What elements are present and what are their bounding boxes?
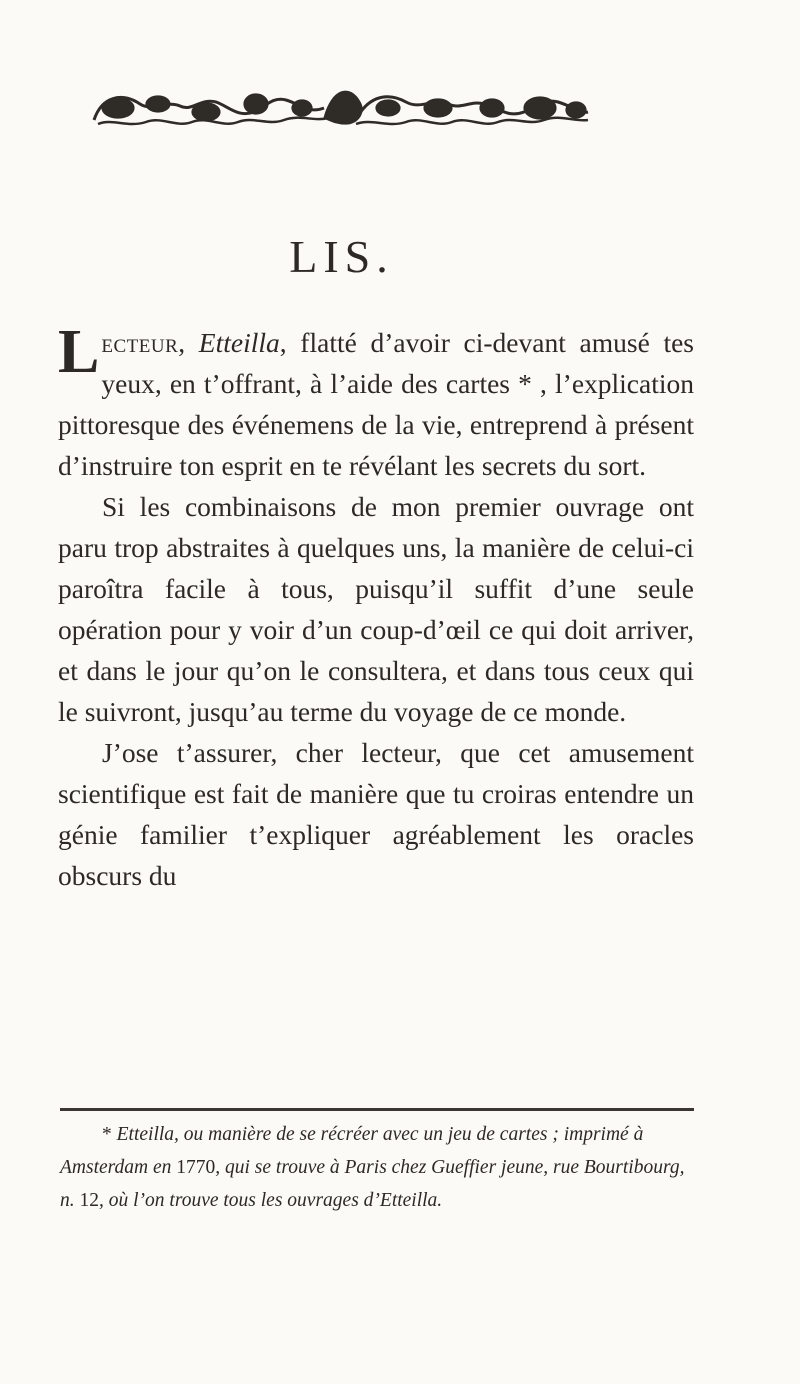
main-text — [58, 318, 694, 896]
page-heading: LIS. — [289, 231, 394, 282]
paragraph-3: J’ose t’assurer, cher lecteur, que cet amusement scientifique est fait de manière que tu croiras entendre un génie familier t’expliquer agréablement les oracles obscurs du — [58, 737, 694, 891]
paragraph-1: Lecteur, Etteilla, flatté d’avoir ci-devant amusé tes yeux, en t’offrant, à l’aide des cartes * , l’explication pittoresque des événemens de la vie, entreprend à présent d’instruire ton esprit en te révélant les secrets du sort. — [58, 318, 694, 481]
paragraph-1-text: , flatté d’avoir ci-devant amusé tes yeux, en t’offrant, à l’aide des cartes * , l’explication pittoresque des événemens de la vie, entreprend à présent d’instruire ton esprit en te révélant les secrets du sort. — [58, 327, 694, 481]
drop-cap: L — [58, 318, 100, 386]
footnote-mark: * — [102, 1124, 112, 1145]
paragraph-2: Si les combinaisons de mon premier ouvrage ont paru trop abstraites à quelques uns, la manière de celui-ci paroîtra facile à tous, puisqu’il suffit d’une seule opération pour y voir d’un coup-d’œil ce qui doit arriver, et dans le jour qu’on le consultera, et dans tous ceux qui le suivront, jusqu’au terme du voyage de ce monde. — [58, 491, 694, 727]
floral-headpiece-ornament-icon — [88, 78, 594, 138]
footnote-text: * Etteilla, ou manière de se récréer avec un jeu de cartes ; imprimé à Amsterdam en 1770, qui se trouve à Paris chez Gueffier jeune, rue Bourtibourg, n. 12, où l’on trouve tous les ouvrages d’Etteilla. — [60, 1124, 685, 1211]
footnote-rule — [60, 1108, 694, 1111]
addressee: ecteur — [101, 327, 179, 358]
footnote — [60, 1118, 694, 1217]
footnote-year: 1770 — [176, 1157, 216, 1178]
author-name: Etteilla — [198, 327, 280, 358]
footnote-number: 12 — [79, 1190, 99, 1211]
